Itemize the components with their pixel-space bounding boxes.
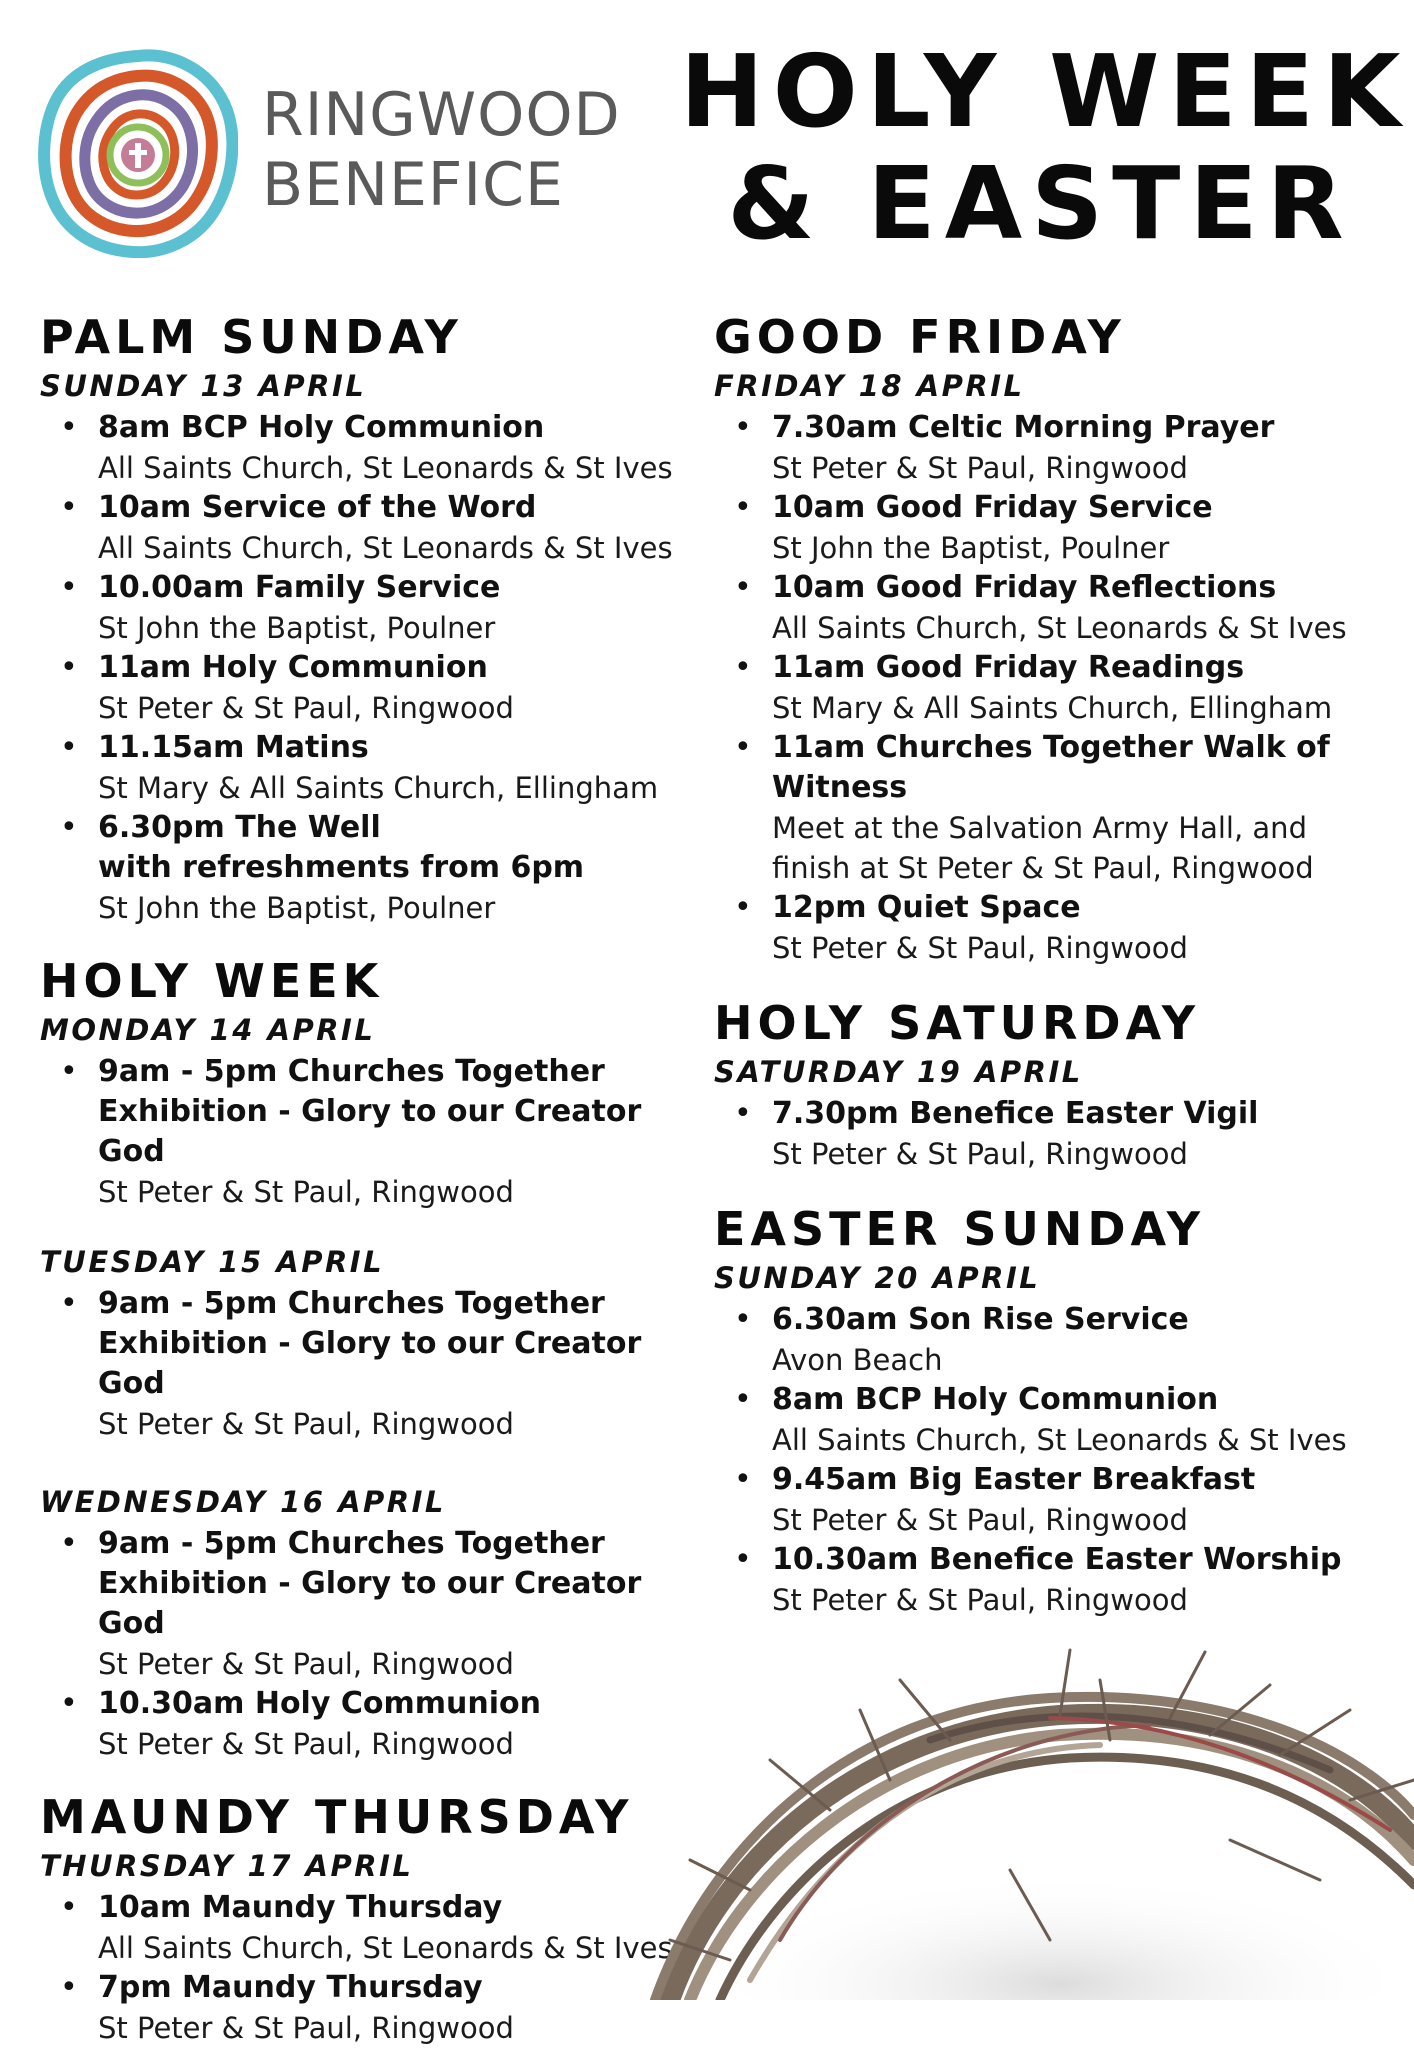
event-name: • 7.30am Celtic Morning Prayer	[772, 410, 1275, 445]
list-item	[714, 568, 1404, 648]
event-location: St John the Baptist, Poulner	[772, 531, 1170, 565]
list-item	[40, 1052, 680, 1212]
list-item	[40, 1284, 680, 1444]
event-name: • 9.45am Big Easter Breakfast	[772, 1462, 1256, 1497]
event-location: All Saints Church, St Leonards & St Ives	[98, 451, 673, 485]
list-item	[714, 1094, 1404, 1174]
event-name: • 10am Good Friday Reflections	[772, 570, 1277, 605]
event-location: St Mary & All Saints Church, Ellingham	[98, 771, 659, 805]
list-item	[714, 648, 1404, 728]
day-heading: FRIDAY 18 APRIL	[714, 369, 1025, 403]
event-name: • 11am Good Friday Readings	[772, 650, 1245, 685]
list-item	[714, 408, 1404, 488]
event-location: St Peter & St Paul, Ringwood	[772, 1503, 1188, 1537]
section-holy-week	[40, 954, 680, 1764]
event-name: • 10am Maundy Thursday	[98, 1890, 503, 1925]
benefice-logo	[38, 48, 238, 258]
event-name: • 12pm Quiet Space	[772, 890, 1081, 925]
event-name: • 10am Service of the Word	[98, 490, 537, 525]
event-location: St Peter & St Paul, Ringwood	[772, 931, 1188, 965]
event-location: St Peter & St Paul, Ringwood	[98, 2011, 514, 2045]
event-location: All Saints Church, St Leonards & St Ives	[98, 1931, 673, 1965]
day-heading: SUNDAY 13 APRIL	[40, 369, 367, 403]
event-location: St Peter & St Paul, Ringwood	[772, 1137, 1188, 1171]
left-column	[40, 310, 680, 2048]
org-name-line2: BENEFICE	[262, 150, 564, 220]
list-item	[40, 488, 680, 568]
org-name-line1: RINGWOOD	[262, 80, 621, 150]
day-heading: TUESDAY 15 APRIL	[40, 1245, 385, 1279]
event-location: All Saints Church, St Leonards & St Ives	[772, 611, 1347, 645]
event-location: St Peter & St Paul, Ringwood	[98, 1647, 514, 1681]
event-list	[40, 1052, 680, 1212]
section-easter-sunday	[714, 1202, 1404, 1620]
list-item	[714, 1540, 1404, 1620]
event-list	[714, 1300, 1404, 1620]
section-title: HOLY SATURDAY	[714, 996, 1201, 1050]
section-title: HOLY WEEK	[40, 954, 384, 1008]
event-name: • 10.30am Holy Communion	[98, 1686, 541, 1721]
day-heading: MONDAY 14 APRIL	[40, 1013, 376, 1047]
event-location: Meet at the Salvation Army Hall, and finish at St Peter & St Paul, Ringwood	[772, 811, 1314, 885]
organisation-name	[262, 80, 621, 220]
event-name: • 8am BCP Holy Communion	[98, 410, 545, 445]
event-location: St John the Baptist, Poulner	[98, 611, 496, 645]
page-title-line1: HOLY WEEK	[680, 33, 1410, 150]
event-location: St Peter & St Paul, Ringwood	[98, 1727, 514, 1761]
page-title	[680, 33, 1410, 262]
section-maundy-thursday	[40, 1790, 680, 2048]
list-item	[714, 1300, 1404, 1380]
event-name: • 7pm Maundy Thursday	[98, 1970, 483, 2005]
list-item	[40, 1684, 680, 1764]
event-location: St Peter & St Paul, Ringwood	[98, 691, 514, 725]
list-item	[714, 1460, 1404, 1540]
event-name: • 10.00am Family Service	[98, 570, 501, 605]
crown-of-thorns-image	[630, 1640, 1414, 2000]
list-item	[40, 408, 680, 488]
list-item	[714, 888, 1404, 968]
event-name: • 9am - 5pm Churches Together Exhibition - Glory to our Creator God	[98, 1286, 642, 1401]
section-holy-saturday	[714, 996, 1404, 1174]
section-title: MAUNDY THURSDAY	[40, 1790, 634, 1844]
event-location: St John the Baptist, Poulner	[98, 891, 496, 925]
event-location: St Peter & St Paul, Ringwood	[772, 1583, 1188, 1617]
day-heading: THURSDAY 17 APRIL	[40, 1849, 414, 1883]
event-list	[714, 408, 1404, 968]
event-location: Avon Beach	[772, 1343, 943, 1377]
event-location: St Mary & All Saints Church, Ellingham	[772, 691, 1333, 725]
right-column	[714, 310, 1404, 1620]
event-name: • 9am - 5pm Churches Together Exhibition - Glory to our Creator God	[98, 1054, 642, 1169]
event-name: • 6.30am Son Rise Service	[772, 1302, 1189, 1337]
event-list	[40, 408, 680, 928]
event-location: All Saints Church, St Leonards & St Ives	[98, 531, 673, 565]
section-good-friday	[714, 310, 1404, 968]
event-list	[714, 1094, 1404, 1174]
section-title: GOOD FRIDAY	[714, 310, 1126, 364]
list-item	[714, 728, 1404, 888]
event-name: • 7.30pm Benefice Easter Vigil	[772, 1096, 1259, 1131]
event-name: • 11am Holy Communion	[98, 650, 488, 685]
list-item	[40, 1888, 680, 1968]
list-item	[40, 808, 680, 928]
event-name: • 8am BCP Holy Communion	[772, 1382, 1219, 1417]
event-list	[40, 1284, 680, 1444]
event-list	[40, 1524, 680, 1764]
event-name: • 10am Good Friday Service	[772, 490, 1213, 525]
section-title: EASTER SUNDAY	[714, 1202, 1206, 1256]
event-name: • 10.30am Benefice Easter Worship	[772, 1542, 1342, 1577]
event-location: St Peter & St Paul, Ringwood	[772, 451, 1188, 485]
event-name: • 11.15am Matins	[98, 730, 369, 765]
list-item	[714, 488, 1404, 568]
day-heading: WEDNESDAY 16 APRIL	[40, 1485, 446, 1519]
event-location: St Peter & St Paul, Ringwood	[98, 1175, 514, 1209]
list-item	[40, 568, 680, 648]
section-palm-sunday	[40, 310, 680, 928]
list-item	[40, 728, 680, 808]
event-name: • 6.30pm The Well with refreshments from 6pm	[98, 810, 585, 885]
list-item	[714, 1380, 1404, 1460]
day-heading: SATURDAY 19 APRIL	[714, 1055, 1083, 1089]
list-item	[40, 648, 680, 728]
event-name: • 9am - 5pm Churches Together Exhibition - Glory to our Creator God	[98, 1526, 642, 1641]
list-item	[40, 1524, 680, 1684]
event-name: • 11am Churches Together Walk of Witness	[772, 730, 1330, 805]
list-item	[40, 1968, 680, 2048]
page-title-line2: & EASTER	[727, 145, 1353, 262]
section-title: PALM SUNDAY	[40, 310, 463, 364]
event-list	[40, 1888, 680, 2048]
event-location: St Peter & St Paul, Ringwood	[98, 1407, 514, 1441]
event-location: All Saints Church, St Leonards & St Ives	[772, 1423, 1347, 1457]
day-heading: SUNDAY 20 APRIL	[714, 1261, 1041, 1295]
